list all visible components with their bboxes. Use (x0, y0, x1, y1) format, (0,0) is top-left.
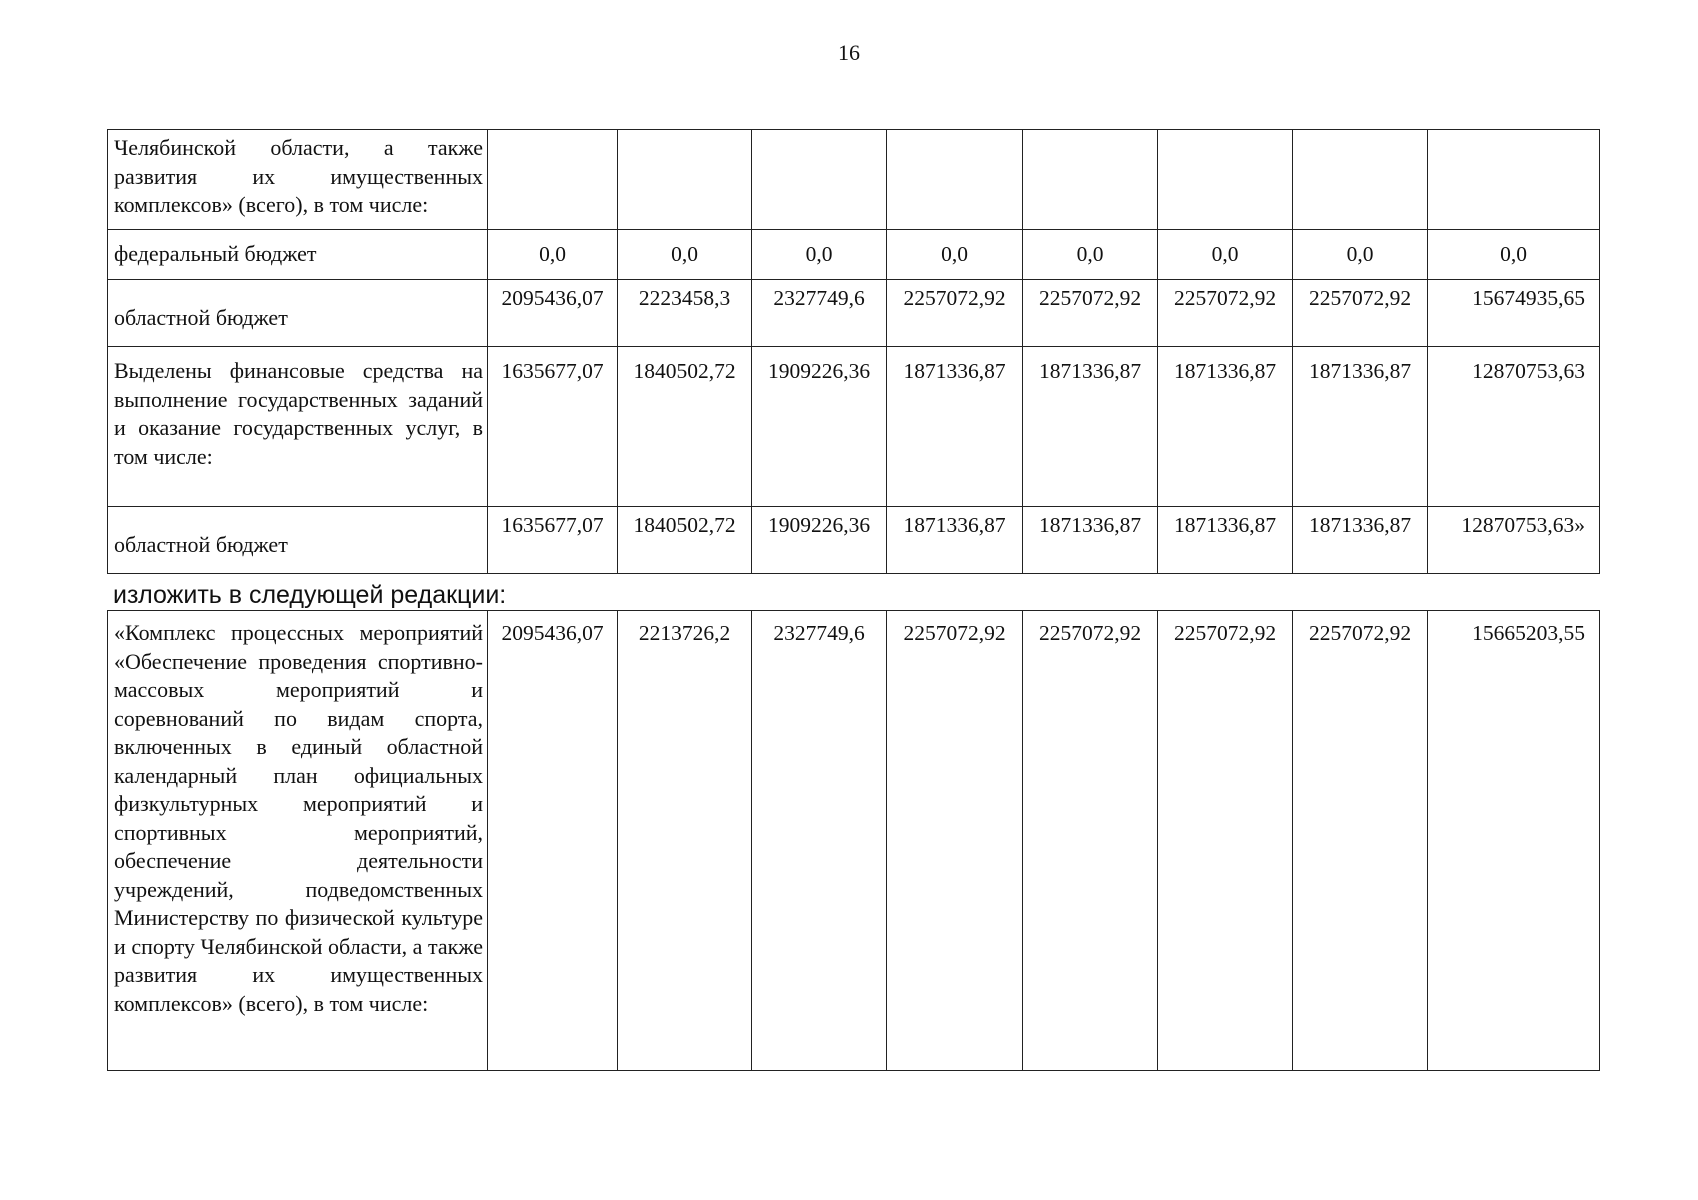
value-cell: 2095436,07 (488, 611, 618, 1071)
value-cell: 2327749,6 (752, 280, 887, 347)
value-cell: 2257072,92 (1158, 611, 1293, 1071)
value-cell (1428, 130, 1600, 230)
value-cell: 0,0 (887, 230, 1023, 280)
value-cell (1293, 130, 1428, 230)
value-cell: 1871336,87 (887, 507, 1023, 574)
value-cell: 1909226,36 (752, 507, 887, 574)
value-cell: 1840502,72 (618, 347, 752, 507)
budget-table-new (107, 610, 1600, 1071)
value-cell: 1871336,87 (1293, 507, 1428, 574)
value-cell (488, 130, 618, 230)
table-row (108, 507, 1600, 574)
value-cell: 1635677,07 (488, 507, 618, 574)
table-row (108, 230, 1600, 280)
value-cell: 1635677,07 (488, 347, 618, 507)
value-cell: 2257072,92 (1023, 280, 1158, 347)
value-cell: 1871336,87 (887, 347, 1023, 507)
row-label: областной бюджет (108, 280, 488, 347)
value-cell: 0,0 (1158, 230, 1293, 280)
row-label: Челябинской области, а также развития их имущественных комплексов» (всего), в том числе: (108, 130, 488, 230)
value-cell: 2223458,3 (618, 280, 752, 347)
page-number: 16 (838, 40, 860, 65)
value-cell (887, 130, 1023, 230)
value-cell: 0,0 (1023, 230, 1158, 280)
value-cell: 12870753,63» (1428, 507, 1600, 574)
value-cell: 1840502,72 (618, 507, 752, 574)
value-cell: 2257072,92 (1293, 611, 1428, 1071)
value-cell (1023, 130, 1158, 230)
budget-table-current (107, 129, 1600, 574)
instruction-text: изложить в следующей редакции: (113, 581, 507, 609)
row-label: федеральный бюджет (108, 230, 488, 280)
value-cell: 0,0 (618, 230, 752, 280)
row-label: «Комплекс процессных мероприятий «Обеспечение проведения спортивно-массовых мероприятий и соревнований по видам спорта, включенных в единый областной календарный план официальных физкультурных мероприятий и спортивных мероприятий, обеспечение деятельности учреждений, подведомственных Министерству по физической культуре и спорту Челябинской области, а также развития их имущественных комплексов» (всего), в том числе: (108, 611, 488, 1071)
table-row (108, 130, 1600, 230)
value-cell: 2327749,6 (752, 611, 887, 1071)
value-cell (618, 130, 752, 230)
table-row (108, 347, 1600, 507)
row-label: областной бюджет (108, 507, 488, 574)
value-cell: 1909226,36 (752, 347, 887, 507)
value-cell: 15674935,65 (1428, 280, 1600, 347)
value-cell: 2257072,92 (887, 280, 1023, 347)
value-cell: 1871336,87 (1023, 507, 1158, 574)
value-cell: 12870753,63 (1428, 347, 1600, 507)
value-cell: 2257072,92 (1158, 280, 1293, 347)
value-cell: 0,0 (488, 230, 618, 280)
table-row (108, 280, 1600, 347)
value-cell: 0,0 (1428, 230, 1600, 280)
value-cell: 1871336,87 (1158, 347, 1293, 507)
value-cell: 0,0 (752, 230, 887, 280)
value-cell: 1871336,87 (1293, 347, 1428, 507)
row-label: Выделены финансовые средства на выполнение государственных заданий и оказание государственных услуг, в том числе: (108, 347, 488, 507)
table-row (108, 611, 1600, 1071)
value-cell (752, 130, 887, 230)
value-cell (1158, 130, 1293, 230)
value-cell: 2095436,07 (488, 280, 618, 347)
value-cell: 2213726,2 (618, 611, 752, 1071)
value-cell: 2257072,92 (1293, 280, 1428, 347)
value-cell: 15665203,55 (1428, 611, 1600, 1071)
value-cell: 0,0 (1293, 230, 1428, 280)
value-cell: 2257072,92 (887, 611, 1023, 1071)
value-cell: 2257072,92 (1023, 611, 1158, 1071)
value-cell: 1871336,87 (1023, 347, 1158, 507)
value-cell: 1871336,87 (1158, 507, 1293, 574)
